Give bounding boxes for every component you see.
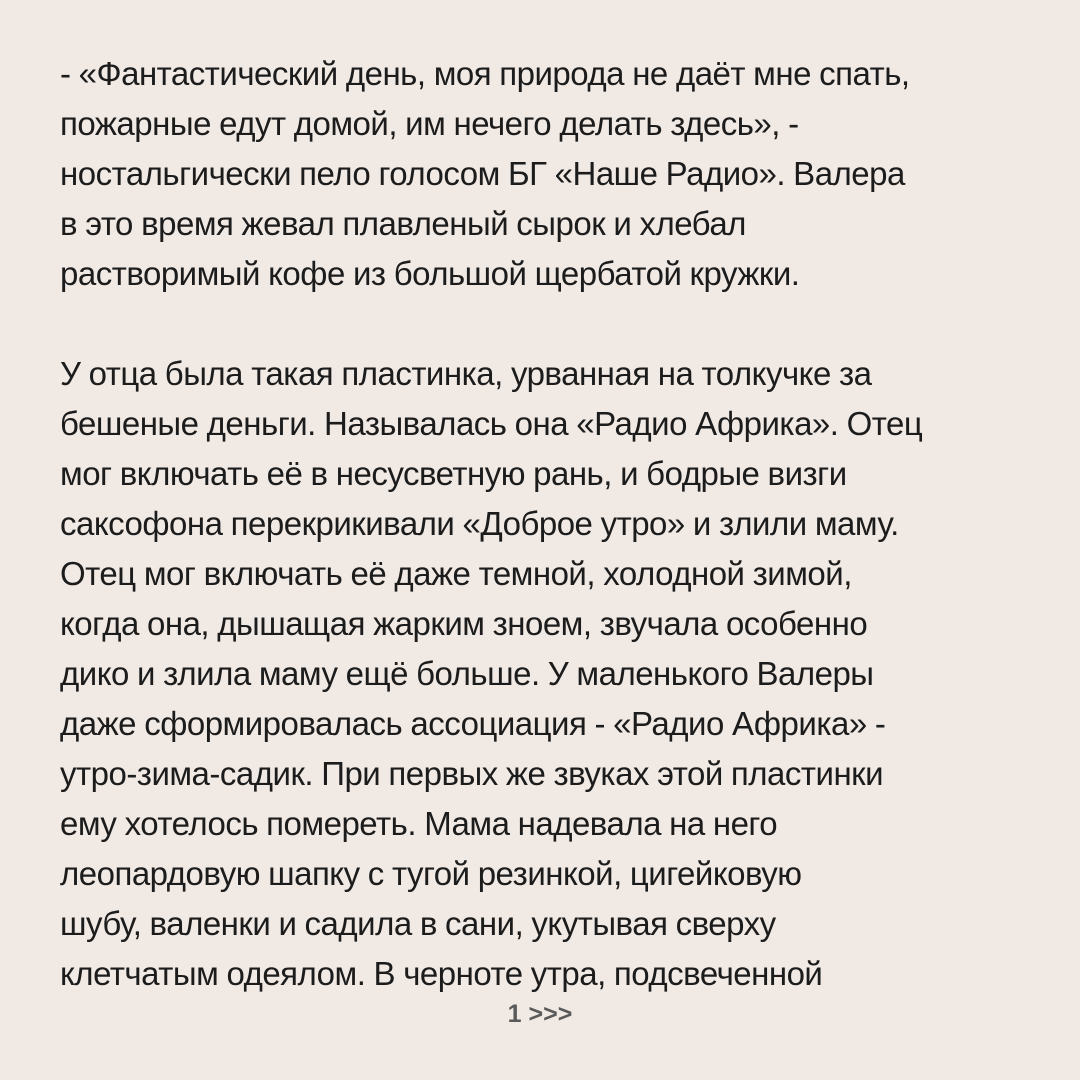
text-line: утро-зима-садик. При первых же звуках этой пластинки bbox=[60, 755, 884, 792]
page-indicator: 1 >>> bbox=[507, 1000, 573, 1028]
text-line: ностальгически пело голосом БГ «Наше Радио». Валера bbox=[60, 155, 905, 192]
text-line: когда она, дышащая жарким зноем, звучала особенно bbox=[60, 605, 868, 642]
text-line: даже сформировалась ассоциация - «Радио Африка» - bbox=[60, 705, 886, 742]
text-line: бешеные деньги. Называлась она «Радио Африка». Отец bbox=[60, 405, 923, 442]
text-line: Отец мог включать её даже темной, холодной зимой, bbox=[60, 555, 852, 592]
text-line: ему хотелось помереть. Мама надевала на него bbox=[60, 805, 778, 842]
paragraph-2 bbox=[60, 349, 1060, 999]
text-line: клетчатым одеялом. В черноте утра, подсвеченной bbox=[60, 955, 823, 992]
text-line: растворимый кофе из большой щербатой кружки. bbox=[60, 255, 800, 292]
text-line: - «Фантастический день, моя природа не даёт мне спать, bbox=[60, 55, 910, 92]
text-line: пожарные едут домой, им нечего делать здесь», - bbox=[60, 105, 799, 142]
paragraph-1 bbox=[60, 49, 1060, 299]
text-line: шубу, валенки и садила в сани, укутывая сверху bbox=[60, 905, 776, 942]
paragraph-gap bbox=[60, 299, 1060, 349]
text-line: дико и злила маму ещё больше. У маленького Валеры bbox=[60, 655, 874, 692]
text-line: мог включать её в несусветную рань, и бодрые визги bbox=[60, 455, 847, 492]
text-line: саксофона перекрикивали «Доброе утро» и злили маму. bbox=[60, 505, 899, 542]
text-line: в это время жевал плавленый сырок и хлебал bbox=[60, 205, 746, 242]
text-line: У отца была такая пластинка, урванная на толкучке за bbox=[60, 355, 872, 392]
text-line: леопардовую шапку с тугой резинкой, цигейковую bbox=[60, 855, 802, 892]
story-text bbox=[60, 49, 1060, 999]
